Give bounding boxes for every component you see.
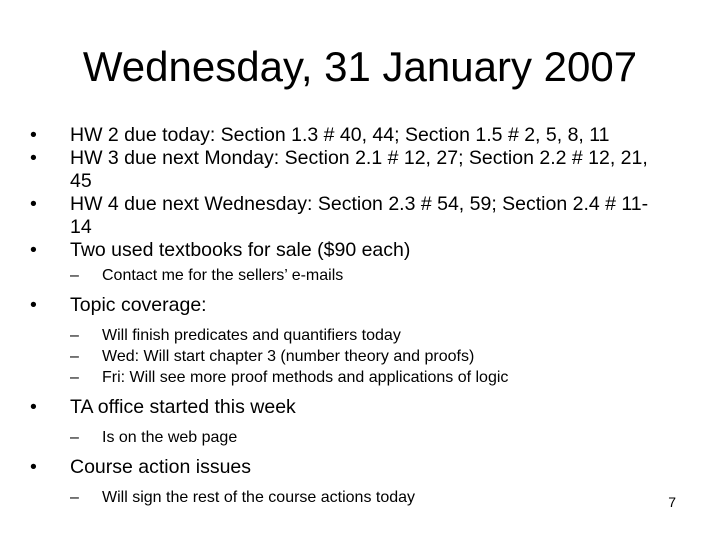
- dash-glyph: –: [70, 429, 79, 446]
- slide-title: Wednesday, 31 January 2007: [82, 43, 638, 90]
- bullet-hw4: [30, 193, 690, 239]
- sub-bullet-text: Wed: Will start chapter 3 (number theory and proofs): [102, 348, 475, 365]
- bullet-text-line: HW 3 due next Monday: Section 2.1 # 12, 27; Section 2.2 # 12, 21,: [70, 147, 648, 169]
- bullet-text: HW 2 due today: Section 1.3 # 40, 44; Section 1.5 # 2, 5, 8, 11: [70, 124, 610, 146]
- bullet-hw2: [30, 124, 690, 147]
- bullet-text: Topic coverage:: [70, 294, 207, 316]
- sub-bullet-predicates: [30, 325, 690, 346]
- dash-glyph: –: [70, 267, 79, 284]
- bullet-text: Two used textbooks for sale ($90 each): [70, 239, 411, 261]
- sub-bullet-fri: [30, 367, 690, 388]
- sub-bullet-sign: [30, 487, 690, 508]
- bullet-text-line: 45: [70, 170, 92, 192]
- bullet-text: TA office started this week: [70, 396, 296, 418]
- bullet-glyph: •: [30, 147, 37, 169]
- bullet-text-line: HW 4 due next Wednesday: Section 2.3 # 54, 59; Section 2.4 # 11-: [70, 193, 649, 215]
- bullet-glyph: •: [30, 456, 37, 478]
- bullet-course-action: [30, 456, 690, 479]
- dash-glyph: –: [70, 369, 79, 386]
- sub-bullet-text: Will sign the rest of the course actions today: [102, 489, 416, 506]
- sub-bullet-text: Will finish predicates and quantifiers today: [102, 327, 401, 344]
- sub-bullet-text: Is on the web page: [102, 429, 238, 446]
- bullet-glyph: •: [30, 239, 37, 261]
- bullet-textbooks: [30, 239, 690, 262]
- sub-bullet-text: Contact me for the sellers’ e-mails: [102, 267, 344, 284]
- bullet-text-line: 14: [70, 216, 92, 238]
- sub-bullet-contact: [30, 265, 690, 286]
- bullet-glyph: •: [30, 193, 37, 215]
- bullet-glyph: •: [30, 294, 37, 316]
- bullet-topic-coverage: [30, 294, 690, 317]
- sub-bullet-wed: [30, 346, 690, 367]
- slide-content: [30, 124, 690, 508]
- sub-bullet-web-page: [30, 427, 690, 448]
- dash-glyph: –: [70, 348, 79, 365]
- bullet-ta-office: [30, 396, 690, 419]
- dash-glyph: –: [70, 327, 79, 344]
- page-number: 7: [668, 494, 676, 510]
- bullet-glyph: •: [30, 124, 37, 146]
- dash-glyph: –: [70, 489, 79, 506]
- sub-bullet-text: Fri: Will see more proof methods and applications of logic: [102, 369, 509, 386]
- bullet-glyph: •: [30, 396, 37, 418]
- bullet-hw3: [30, 147, 690, 193]
- bullet-text: Course action issues: [70, 456, 252, 478]
